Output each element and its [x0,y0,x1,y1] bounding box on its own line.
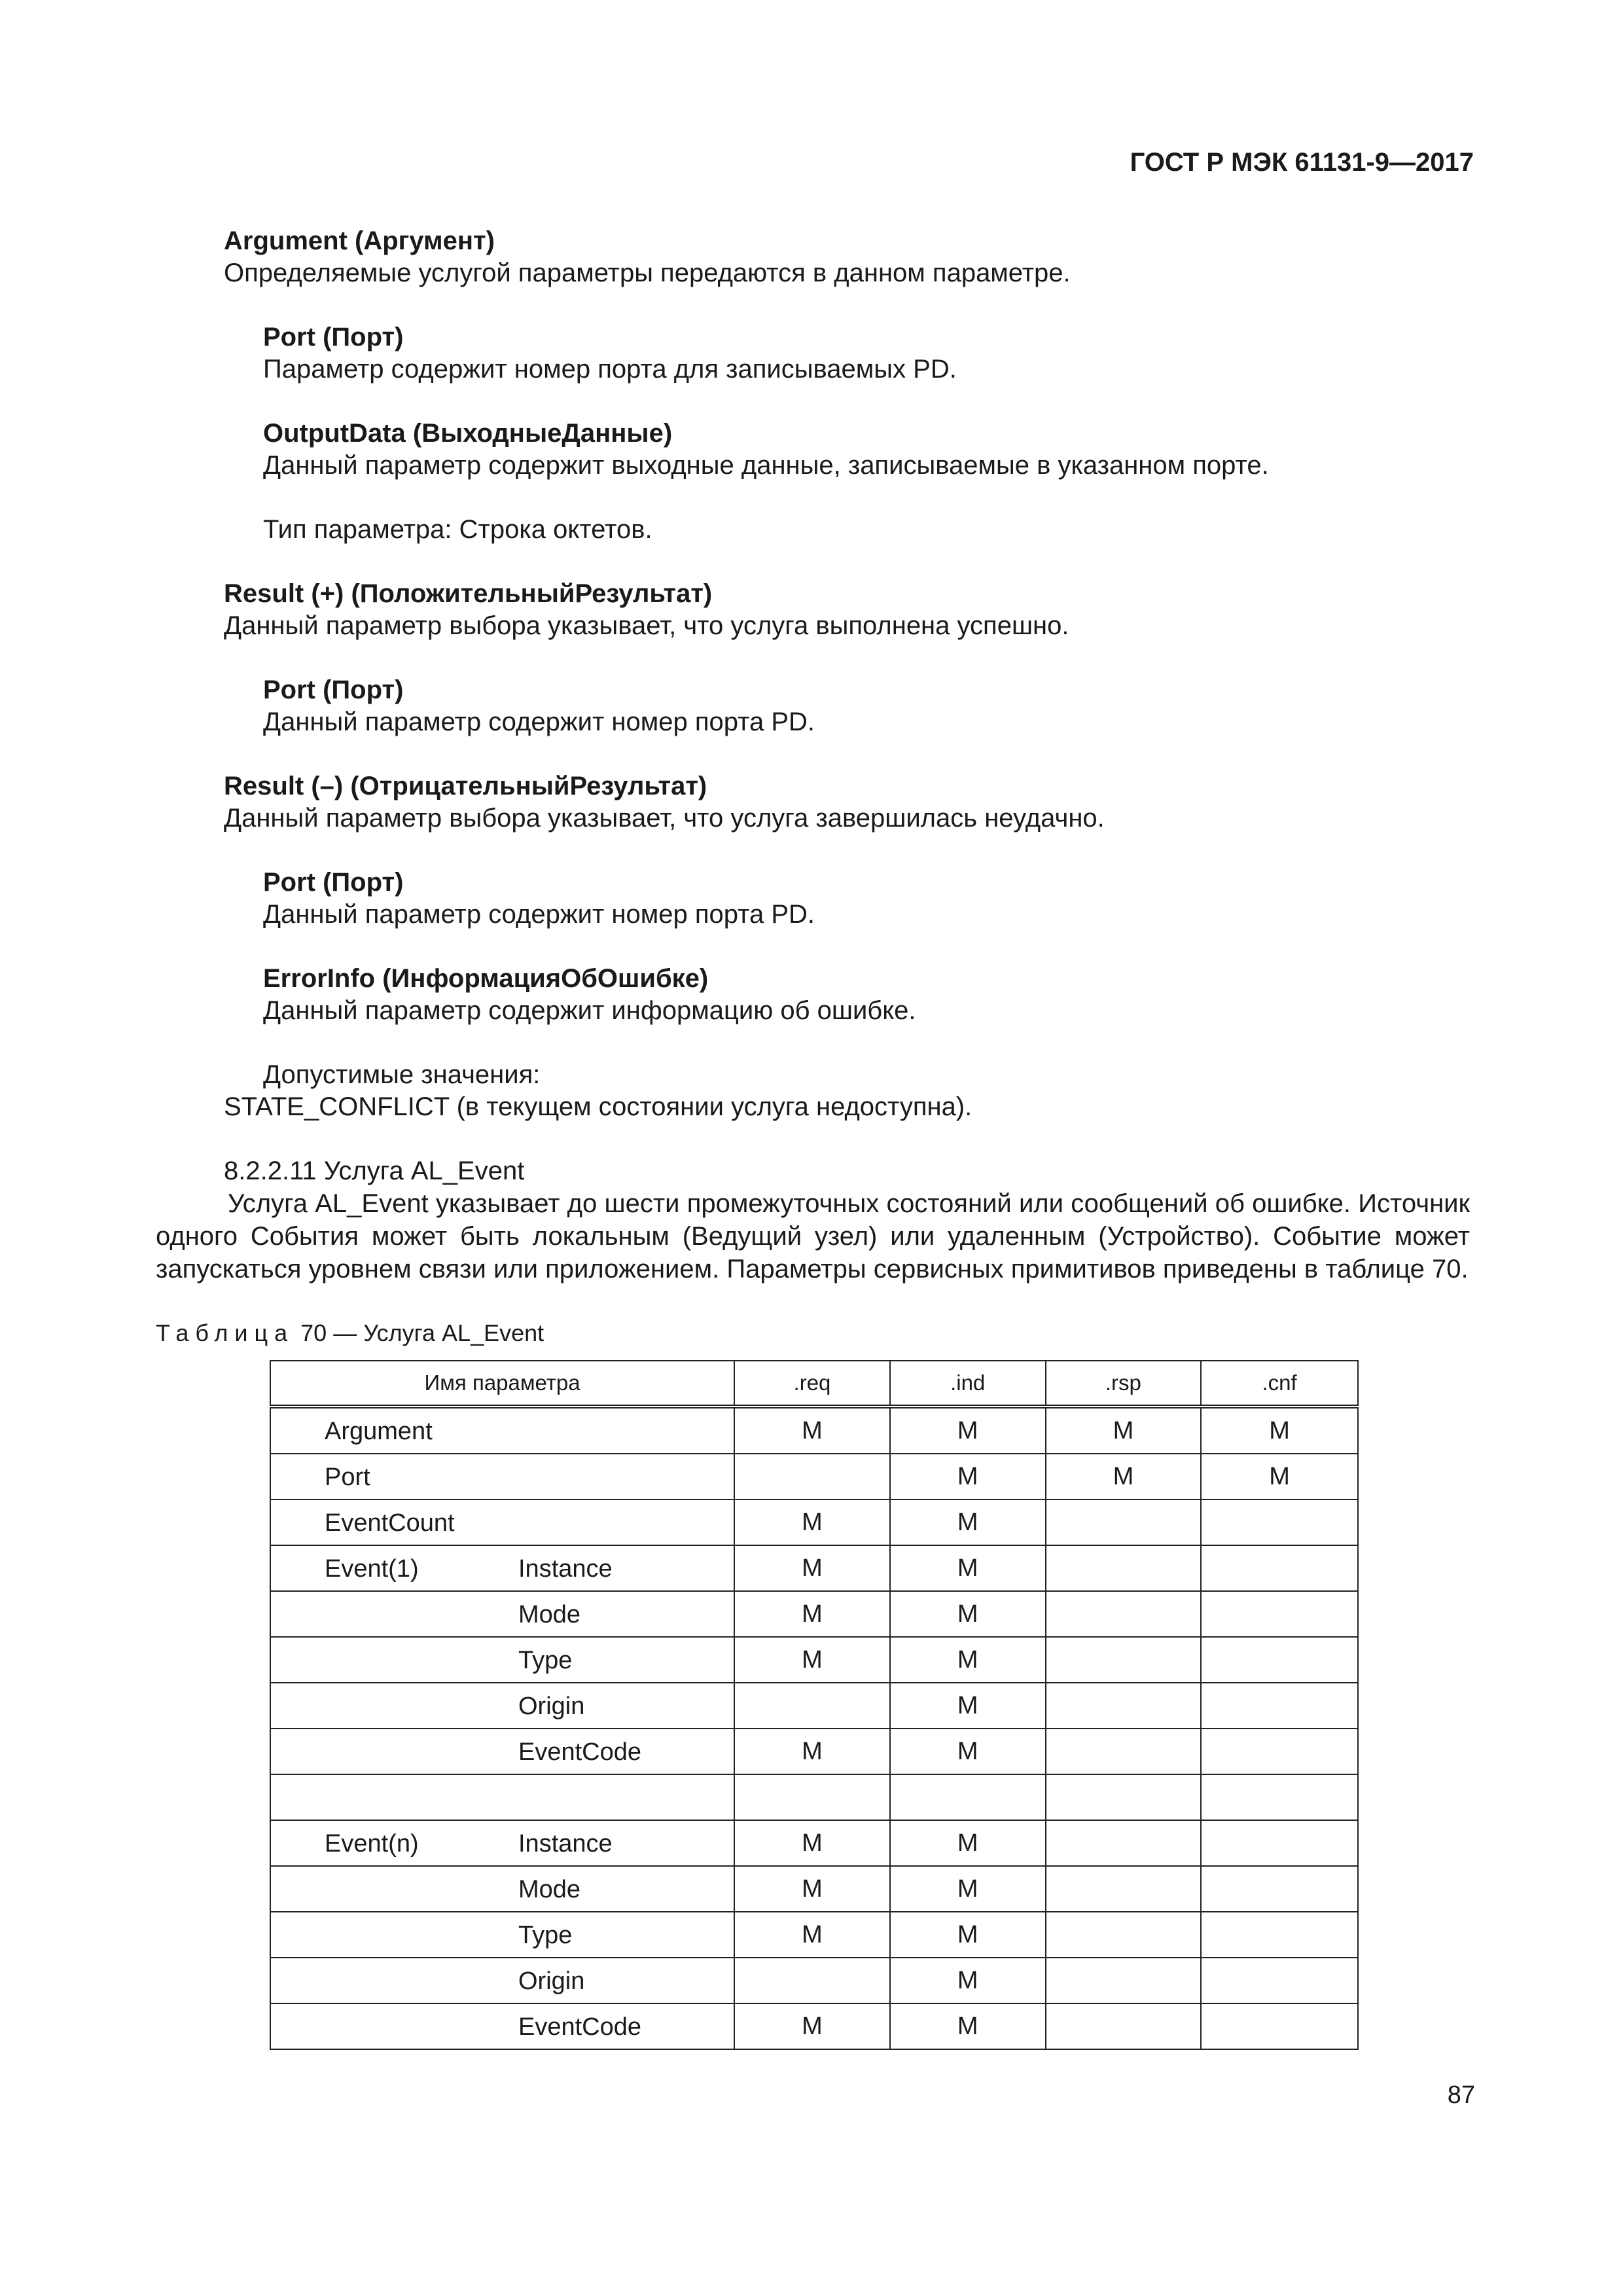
parameter-name-cell [270,1958,734,2003]
cell-rsp [1046,1866,1202,1912]
cell-cnf: M [1201,1407,1358,1454]
parameter-name-cell [270,1774,734,1820]
table-row [270,1820,1358,1866]
cell-rsp [1046,1683,1202,1729]
table-row [270,1407,1358,1454]
cell-ind: M [890,1820,1046,1866]
cell-req [734,1958,890,2003]
table-caption [156,1319,544,1347]
parameter-subname: EventCode [518,2013,642,2041]
cell-ind [890,1774,1046,1820]
cell-cnf [1201,1774,1358,1820]
parameter-name: Event(n) [325,1830,419,1857]
section-heading: 8.2.2.11 Услуга AL_Event [224,1157,525,1185]
parameter-name-cell [270,1454,734,1499]
table-row [270,1454,1358,1499]
table-row [270,1866,1358,1912]
column-header-rsp: .rsp [1046,1361,1202,1407]
parameter-name-cell [270,1729,734,1774]
table-row [270,1591,1358,1637]
cell-req: M [734,1545,890,1591]
parameter-name-cell [270,1499,734,1545]
cell-req: M [734,1866,890,1912]
port-text-2: Данный параметр содержит номер порта PD. [263,708,815,736]
cell-ind: M [890,1499,1046,1545]
cell-req: M [734,1407,890,1454]
parameter-name-cell [270,1912,734,1958]
cell-cnf [1201,1591,1358,1637]
cell-ind: M [890,2003,1046,2049]
page-number: 87 [1447,2081,1475,2109]
argument-text: Определяемые услугой параметры передаются в данном параметре. [224,259,1071,287]
table-row [270,1637,1358,1683]
table-row [270,1958,1358,2003]
parameter-name-cell [270,1407,734,1454]
parameter-name-cell [270,1637,734,1683]
cell-cnf [1201,1637,1358,1683]
table-row [270,1912,1358,1958]
parameter-name-cell [270,1683,734,1729]
table-header-row [270,1361,1358,1407]
parameter-name-cell [270,2003,734,2049]
port-text: Параметр содержит номер порта для записываемых PD. [263,355,957,384]
cell-cnf: M [1201,1454,1358,1499]
parameter-subname: Origin [518,1693,585,1720]
parameter-subname: Mode [518,1601,581,1628]
port-title-2: Port (Порт) [263,675,404,704]
state-conflict-text: STATE_CONFLICT (в текущем состоянии услуга недоступна). [224,1092,972,1121]
table-caption-word: Таблица [156,1319,294,1346]
cell-cnf [1201,1958,1358,2003]
cell-req: M [734,1499,890,1545]
section-paragraph-text: Услуга AL_Event указывает до шести промежуточных состояний или сообщений об ошибке. Источник одного События может быть локальным (Ведущий узел) или удаленным (Устройство). Событие может запускаться уровнем связи или приложением. Параметры сервисных примитивов приведены в таблице 70. [156,1189,1470,1283]
parameter-name: Event(1) [325,1555,419,1583]
cell-rsp [1046,1637,1202,1683]
cell-rsp [1046,1820,1202,1866]
table-row [270,1774,1358,1820]
cell-rsp [1046,2003,1202,2049]
cell-cnf [1201,1545,1358,1591]
column-header-req: .req [734,1361,890,1407]
parameter-name-cell [270,1866,734,1912]
parameter-subname: Mode [518,1876,581,1903]
parameter-subname: Type [518,1922,573,1949]
cell-ind: M [890,1912,1046,1958]
cell-ind: M [890,1958,1046,2003]
table-caption-title: 70 — Услуга AL_Event [294,1319,544,1346]
cell-cnf [1201,1499,1358,1545]
cell-ind: M [890,1866,1046,1912]
cell-rsp: M [1046,1407,1202,1454]
cell-req [734,1774,890,1820]
errorinfo-title: ErrorInfo (ИнформацияОбОшибке) [263,964,709,993]
parameter-subname: Instance [518,1555,613,1583]
section-paragraph [156,1187,1470,1285]
cell-ind: M [890,1407,1046,1454]
parameter-name-cell [270,1545,734,1591]
parameter-subname: Type [518,1647,573,1674]
outputdata-title: OutputData (ВыходныеДанные) [263,419,673,448]
port-title: Port (Порт) [263,323,404,351]
cell-cnf [1201,1683,1358,1729]
outputdata-text: Данный параметр содержит выходные данные, записываемые в указанном порте. [263,451,1269,480]
argument-title: Argument (Аргумент) [224,226,495,255]
port-title-3: Port (Порт) [263,868,404,897]
table-row [270,1729,1358,1774]
result-negative-title: Result (–) (ОтрицательныйРезультат) [224,772,707,800]
table-body [270,1407,1358,2049]
parameter-name: EventCount [325,1509,455,1537]
errorinfo-text: Данный параметр содержит информацию об ошибке. [263,996,916,1025]
column-header-cnf: .cnf [1201,1361,1358,1407]
cell-cnf [1201,1729,1358,1774]
cell-req [734,1683,890,1729]
parameter-subname: Instance [518,1830,613,1857]
cell-rsp [1046,1729,1202,1774]
cell-req: M [734,1729,890,1774]
port-text-3: Данный параметр содержит номер порта PD. [263,900,815,929]
cell-req: M [734,1637,890,1683]
cell-ind: M [890,1637,1046,1683]
cell-ind: M [890,1591,1046,1637]
cell-rsp [1046,1958,1202,2003]
parameter-subname: EventCode [518,1738,642,1766]
cell-ind: M [890,1454,1046,1499]
table-row [270,2003,1358,2049]
cell-rsp [1046,1774,1202,1820]
cell-ind: M [890,1683,1046,1729]
cell-req: M [734,2003,890,2049]
cell-ind: M [890,1729,1046,1774]
cell-cnf [1201,1820,1358,1866]
column-header-ind: .ind [890,1361,1046,1407]
cell-cnf [1201,2003,1358,2049]
table-row [270,1683,1358,1729]
cell-req: M [734,1591,890,1637]
document-standard-header: ГОСТ Р МЭК 61131-9—2017 [1130,148,1474,177]
cell-rsp [1046,1545,1202,1591]
result-negative-text: Данный параметр выбора указывает, что услуга завершилась неудачно. [224,804,1105,833]
cell-rsp: M [1046,1454,1202,1499]
cell-req: M [734,1820,890,1866]
parameter-name-cell [270,1591,734,1637]
parameter-name-cell [270,1820,734,1866]
parameter-name: Argument [325,1418,433,1445]
parameter-name: Port [325,1463,370,1491]
parameter-subname: Origin [518,1967,585,1995]
cell-req: M [734,1912,890,1958]
table-row [270,1499,1358,1545]
result-positive-text: Данный параметр выбора указывает, что услуга выполнена успешно. [224,611,1069,640]
cell-rsp [1046,1912,1202,1958]
column-header-name: Имя параметра [270,1361,734,1407]
table-row [270,1545,1358,1591]
allowed-values-label: Допустимые значения: [263,1060,541,1089]
parameters-table [270,1360,1359,2050]
cell-rsp [1046,1591,1202,1637]
cell-ind: M [890,1545,1046,1591]
cell-rsp [1046,1499,1202,1545]
cell-req [734,1454,890,1499]
parameter-type-text: Тип параметра: Строка октетов. [263,515,652,544]
result-positive-title: Result (+) (ПоложительныйРезультат) [224,579,713,608]
cell-cnf [1201,1866,1358,1912]
cell-cnf [1201,1912,1358,1958]
